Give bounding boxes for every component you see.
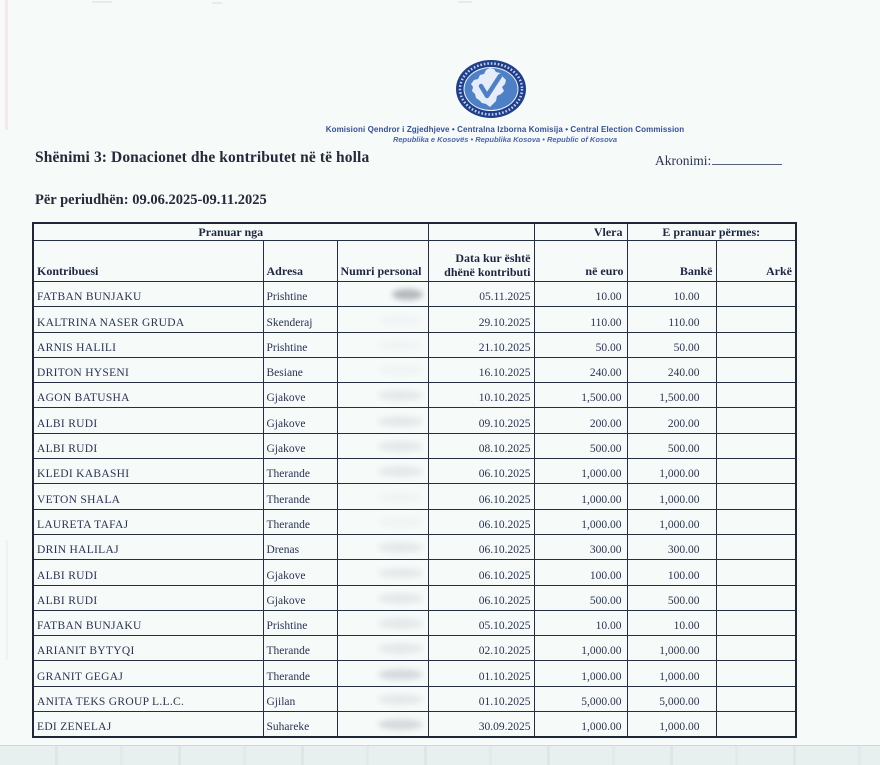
amount-eur-cell: 110.00	[534, 307, 627, 332]
table-row	[33, 585, 796, 610]
table-row	[33, 509, 796, 534]
bank-amount-cell: 100.00	[627, 560, 716, 585]
cash-amount-cell	[716, 459, 796, 484]
address-cell: Gjakove	[263, 408, 337, 433]
scan-artifact	[212, 2, 222, 4]
date-cell: 09.10.2025	[428, 408, 534, 433]
address-cell: Therande	[263, 661, 337, 686]
column-header-banke: Bankë	[627, 241, 716, 282]
cash-amount-cell	[716, 534, 796, 559]
table-row	[33, 307, 796, 332]
table-row	[33, 383, 796, 408]
column-header-data: Data kur është dhënë kontributi	[428, 241, 534, 282]
column-header-row	[33, 241, 796, 282]
address-cell: Prishtine	[263, 282, 337, 307]
bank-amount-cell: 1,000.00	[627, 459, 716, 484]
contributor-cell: FATBAN BUNJAKU	[33, 610, 263, 635]
bank-amount-cell: 1,000.00	[627, 484, 716, 509]
table-row	[33, 282, 796, 307]
bank-amount-cell: 500.00	[627, 585, 716, 610]
date-cell: 06.10.2025	[428, 560, 534, 585]
amount-eur-cell: 1,500.00	[534, 383, 627, 408]
contributor-cell: DRIN HALILAJ	[33, 534, 263, 559]
bank-amount-cell: 1,000.00	[627, 661, 716, 686]
personal-number-cell	[337, 282, 428, 307]
contributor-cell: ARNIS HALILI	[33, 332, 263, 357]
date-cell: 06.10.2025	[428, 585, 534, 610]
table-row	[33, 459, 796, 484]
personal-number-cell	[337, 712, 428, 738]
bank-amount-cell: 300.00	[627, 534, 716, 559]
bank-amount-cell: 1,500.00	[627, 383, 716, 408]
bank-amount-cell: 110.00	[627, 307, 716, 332]
address-cell: Drenas	[263, 534, 337, 559]
contributor-cell: AGON BATUSHA	[33, 383, 263, 408]
date-cell: 06.10.2025	[428, 484, 534, 509]
amount-eur-cell: 50.00	[534, 332, 627, 357]
date-cell: 01.10.2025	[428, 661, 534, 686]
bank-amount-cell: 240.00	[627, 357, 716, 382]
cash-amount-cell	[716, 610, 796, 635]
personal-number-cell	[337, 509, 428, 534]
amount-eur-cell: 1,000.00	[534, 509, 627, 534]
personal-number-cell	[337, 560, 428, 585]
table-row	[33, 534, 796, 559]
personal-number-cell	[337, 585, 428, 610]
date-cell: 30.09.2025	[428, 712, 534, 738]
cash-amount-cell	[716, 509, 796, 534]
address-cell: Skenderaj	[263, 307, 337, 332]
cash-amount-cell	[716, 332, 796, 357]
contributor-cell: GRANIT GEGAJ	[33, 661, 263, 686]
cash-amount-cell	[716, 585, 796, 610]
personal-number-cell	[337, 307, 428, 332]
amount-eur-cell: 10.00	[534, 282, 627, 307]
bank-amount-cell: 10.00	[627, 610, 716, 635]
acronym-field	[655, 151, 782, 169]
table-row	[33, 560, 796, 585]
contributor-cell: ALBI RUDI	[33, 560, 263, 585]
amount-eur-cell: 100.00	[534, 560, 627, 585]
scan-bottom-band	[0, 745, 880, 765]
address-cell: Suhareke	[263, 712, 337, 738]
table-row	[33, 357, 796, 382]
amount-eur-cell: 1,000.00	[534, 661, 627, 686]
column-header-ne-euro: në euro	[534, 241, 627, 282]
group-header-pranuar-nga: Pranuar nga	[33, 223, 428, 241]
contributor-cell: FATBAN BUNJAKU	[33, 282, 263, 307]
group-header-e-pranuar-permes: E pranuar përmes:	[627, 223, 796, 241]
amount-eur-cell: 300.00	[534, 534, 627, 559]
bank-amount-cell: 10.00	[627, 282, 716, 307]
date-cell: 16.10.2025	[428, 357, 534, 382]
column-header-kontribuesi: Kontribuesi	[33, 241, 263, 282]
personal-number-cell	[337, 433, 428, 458]
cash-amount-cell	[716, 282, 796, 307]
contributor-cell: ALBI RUDI	[33, 408, 263, 433]
personal-number-cell	[337, 383, 428, 408]
cash-amount-cell	[716, 383, 796, 408]
scan-edge-artifact	[6, 540, 8, 660]
page-title: Shënimi 3: Donacionet dhe kontributet në të holla	[35, 149, 370, 166]
amount-eur-cell: 200.00	[534, 408, 627, 433]
bank-amount-cell: 5,000.00	[627, 686, 716, 711]
table-row	[33, 433, 796, 458]
cash-amount-cell	[716, 560, 796, 585]
amount-eur-cell: 500.00	[534, 585, 627, 610]
date-cell: 05.10.2025	[428, 610, 534, 635]
cash-amount-cell	[716, 661, 796, 686]
contributor-cell: DRITON HYSENI	[33, 357, 263, 382]
group-header-spacer	[428, 223, 534, 241]
table-row	[33, 661, 796, 686]
address-cell: Gjilan	[263, 686, 337, 711]
address-cell: Gjakove	[263, 433, 337, 458]
amount-eur-cell: 1,000.00	[534, 484, 627, 509]
kqz-seal-logo	[453, 58, 529, 122]
group-header-vlera: Vlera	[534, 223, 627, 241]
group-header-row	[33, 223, 796, 241]
address-cell: Prishtine	[263, 332, 337, 357]
contributor-cell: EDI ZENELAJ	[33, 712, 263, 738]
contributor-cell: VETON SHALA	[33, 484, 263, 509]
donations-table	[32, 222, 797, 738]
contributor-cell: ALBI RUDI	[33, 585, 263, 610]
table-row	[33, 712, 796, 738]
personal-number-cell	[337, 636, 428, 661]
scan-artifact	[458, 1, 472, 3]
date-cell: 06.10.2025	[428, 509, 534, 534]
date-cell: 10.10.2025	[428, 383, 534, 408]
table-row	[33, 610, 796, 635]
date-cell: 06.10.2025	[428, 459, 534, 484]
bank-amount-cell: 1,000.00	[627, 509, 716, 534]
contributor-cell: ARIANIT BYTYQI	[33, 636, 263, 661]
address-cell: Gjakove	[263, 560, 337, 585]
personal-number-cell	[337, 661, 428, 686]
cash-amount-cell	[716, 433, 796, 458]
scan-artifact	[92, 1, 112, 3]
personal-number-cell	[337, 610, 428, 635]
date-cell: 08.10.2025	[428, 433, 534, 458]
contributor-cell: ANITA TEKS GROUP L.L.C.	[33, 686, 263, 711]
contributor-cell: KALTRINA NASER GRUDA	[33, 307, 263, 332]
cash-amount-cell	[716, 636, 796, 661]
acronym-blank-line[interactable]	[712, 151, 782, 165]
cash-amount-cell	[716, 307, 796, 332]
address-cell: Therande	[263, 636, 337, 661]
personal-number-cell	[337, 357, 428, 382]
date-cell: 21.10.2025	[428, 332, 534, 357]
amount-eur-cell: 10.00	[534, 610, 627, 635]
amount-eur-cell: 1,000.00	[534, 712, 627, 738]
date-cell: 06.10.2025	[428, 534, 534, 559]
contributor-cell: LAURETA TAFAJ	[33, 509, 263, 534]
cash-amount-cell	[716, 357, 796, 382]
address-cell: Therande	[263, 484, 337, 509]
table-row	[33, 636, 796, 661]
date-cell: 29.10.2025	[428, 307, 534, 332]
amount-eur-cell: 500.00	[534, 433, 627, 458]
date-cell: 02.10.2025	[428, 636, 534, 661]
acronym-label: Akronimi:	[655, 153, 712, 168]
table-row	[33, 484, 796, 509]
personal-number-cell	[337, 534, 428, 559]
personal-number-cell	[337, 459, 428, 484]
bank-amount-cell: 50.00	[627, 332, 716, 357]
address-cell: Gjakove	[263, 585, 337, 610]
date-cell: 01.10.2025	[428, 686, 534, 711]
address-cell: Therande	[263, 459, 337, 484]
bank-amount-cell: 500.00	[627, 433, 716, 458]
table-row	[33, 408, 796, 433]
cash-amount-cell	[716, 408, 796, 433]
org-republic-line: Republika e Kosovës • Republika Kosova • Republic of Kosova	[392, 135, 618, 144]
donations-tbody	[33, 282, 796, 738]
bank-amount-cell: 1,000.00	[627, 636, 716, 661]
date-cell: 05.11.2025	[428, 282, 534, 307]
personal-number-cell	[337, 408, 428, 433]
table-row	[33, 686, 796, 711]
bank-amount-cell: 200.00	[627, 408, 716, 433]
cash-amount-cell	[716, 712, 796, 738]
amount-eur-cell: 240.00	[534, 357, 627, 382]
column-header-arke: Arkë	[716, 241, 796, 282]
personal-number-cell	[337, 332, 428, 357]
amount-eur-cell: 5,000.00	[534, 686, 627, 711]
amount-eur-cell: 1,000.00	[534, 636, 627, 661]
personal-number-cell	[337, 484, 428, 509]
cash-amount-cell	[716, 484, 796, 509]
bank-amount-cell: 1,000.00	[627, 712, 716, 738]
address-cell: Prishtine	[263, 610, 337, 635]
address-cell: Therande	[263, 509, 337, 534]
column-header-numri-personal: Numri personal	[337, 241, 428, 282]
amount-eur-cell: 1,000.00	[534, 459, 627, 484]
personal-number-cell	[337, 686, 428, 711]
address-cell: Gjakove	[263, 383, 337, 408]
contributor-cell: KLEDI KABASHI	[33, 459, 263, 484]
period-label: Për periudhën: 09.06.2025-09.11.2025	[35, 192, 267, 208]
table-row	[33, 332, 796, 357]
column-header-adresa: Adresa	[263, 241, 337, 282]
contributor-cell: ALBI RUDI	[33, 433, 263, 458]
org-name-line: Komisioni Qendror i Zgjedhjeve • Centralna Izborna Komisija • Central Election Commission	[325, 125, 685, 134]
scan-edge-artifact	[5, 0, 8, 130]
cash-amount-cell	[716, 686, 796, 711]
address-cell: Besiane	[263, 357, 337, 382]
